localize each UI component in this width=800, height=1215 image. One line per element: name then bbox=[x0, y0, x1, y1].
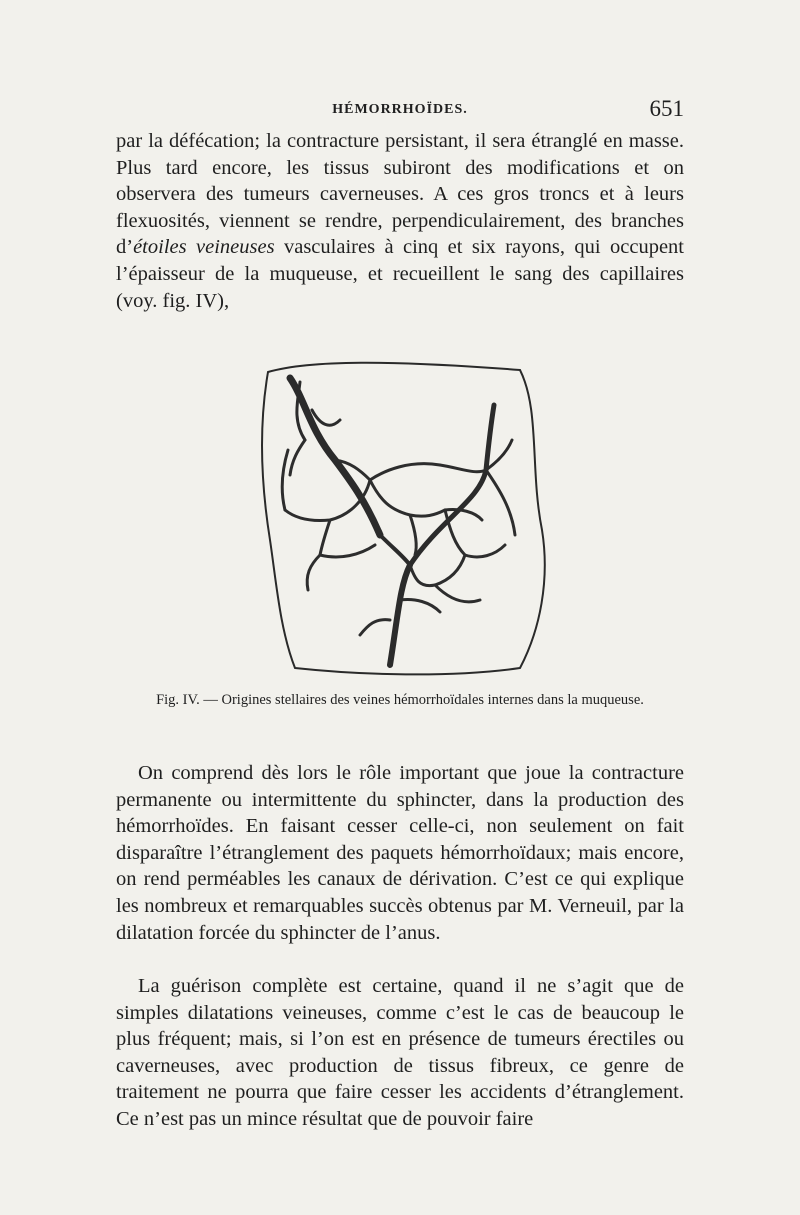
paragraph-3 bbox=[116, 973, 684, 1133]
paragraph-1-tail: vasculaires à cinq et six rayons, qui occupent l’épaisseur de la muqueuse, et recueillent le sang des capillaires (voy. fig. IV), bbox=[116, 236, 685, 312]
paragraph-1 bbox=[116, 128, 684, 314]
page-number: 651 bbox=[649, 96, 684, 121]
running-header bbox=[116, 96, 684, 122]
paragraph-2 bbox=[116, 760, 684, 946]
figure-iv bbox=[250, 350, 550, 680]
paragraph-1-lead: par la défécation; la contracture persistant, il sera étranglé en masse. Plus tard encore, les tissus subiront des modifications et on observera des tumeurs caverneuses. A ces gros troncs et à leurs flexuosités, viennent se rendre, perpendiculairement, des branches d’ bbox=[116, 130, 684, 259]
venous-stars-illustration bbox=[250, 350, 550, 680]
paragraph-3-text: La guérison complète est certaine, quand il ne s’agit que de simples dilatations veineuses, comme c’est le cas de beaucoup le plus fréquent; mais, si l’on est en présence de tumeurs érectiles ou caverneuses, avec production de tissus fibreux, ce genre de traitement ne pourra que faire cesser les accidents d’étranglement. Ce n’est pas un mince résultat que de pouvoir faire bbox=[116, 975, 684, 1130]
figure-caption: Fig. IV. — Origines stellaires des veines hémorrhoïdales internes dans la muqueuse. bbox=[156, 692, 644, 708]
running-title: HÉMORRHOÏDES. bbox=[332, 102, 468, 117]
paragraph-1-italic: étoiles veineuses bbox=[133, 236, 275, 259]
paragraph-2-text: On comprend dès lors le rôle important que joue la contracture permanente ou intermittente du sphincter, dans la production des hémorrhoïdes. En faisant cesser celle-ci, non seulement on fait disparaître l’étranglement des paquets hémorrhoïdaux; mais encore, on rend perméables les canaux de dérivation. C’est ce qui explique les nombreux et remarquables succès obtenus par M. Verneuil, par la dilatation forcée du sphincter de l’anus. bbox=[116, 762, 684, 944]
